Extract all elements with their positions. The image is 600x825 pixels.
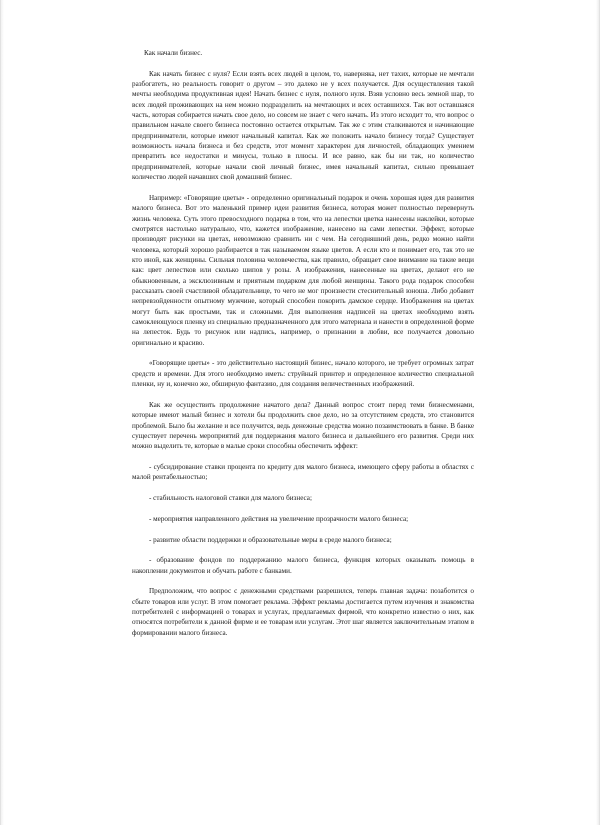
list-item: - образование фондов по поддержанию малого бизнеса, функция которых оказывать помощь в накоплении документов и обучать работе с банками.	[132, 556, 474, 575]
paragraph-intro: Как начать бизнес с нуля? Если взять всех людей в целом, то, наверняка, нет тахих, которые не мечтали разбогатеть, но реальность говорит о другом – это далеко не у всех получается. Для осуществления такой мечты необходима продуктивная идея! Начать бизнес с нуля, полного нуля. Взяв условно весь земной шар, то всех людей проживающих на нем можно подразделить на мечтающих и всех оставшихся. Так вот оставшаяся часть, которая собирается начать свое дело, но совсем не знает с чего начать. Из этого исходит то, что вопрос о правильном начале своего бизнеса постоянно остается открытым. Так же с этим сталкиваются и начинающие предприниматели, которые имеют начальный капитал. Как же положить начало бизнесу тогда? Существует возможность начала бизнеса и без средств, этот момент характерен для личностей, обладающих умением превратить все недостатки и минусы, только в плюсы. И все равно, как бы ни так, но количество предпринимателей, которые начали свой личный бизнес, имея начальный капитал, сильно превышает количество людей начавших свой домашний бизнес.	[132, 69, 474, 182]
document-title: Как начали бизнес.	[144, 49, 203, 57]
paragraph-flowers-business: «Говорящие цветы» - это действительно настоящий бизнес, начало которого, не требует огромных затрат средств и времени. Для этого необходимо иметь: струйный принтер и определенное количество специальной пленки, ну и, конечно же, обширную фантазию, для создания величественных изображений.	[132, 359, 474, 389]
document-text-body	[132, 48, 474, 638]
list-item: - развитие области поддержки и образовательные меры в среде малого бизнеса;	[149, 535, 392, 544]
list-item: - мероприятия направленного действия на увеличение прозрачности малого бизнеса;	[149, 514, 409, 523]
paragraph-continuation: Как же осуществить продолжение начатого дела? Данный вопрос стоит перед теми бизнесменами, которые имеют малый бизнес и хотели бы продолжить свое дело, но за отсутствием средств, это становится проблемой. Было бы желание и все получится, ведь денежные средства можно позаимствовать в банке. В банке существует перечень мероприятий для поддержания малого бизнеса и дальнейшего его развития. Среди них можно выделить те, которые в малые сроки способны обеспечить эффект:	[132, 400, 474, 451]
paragraph-talking-flowers: Например: «Говорящие цветы» - определенно оригинальный подарок и очень хорошая идея для развития малого бизнеса. Вот это маленький пример идеи развития бизнеса, которая может полностью перевернуть жизнь человека. Суть этого превосходного подарка в том, что на лепестки цветка нанесены наклейки, которые смотрятся настолько натурально, что, кажется изображение, нанесено на сами лепестки. Эффект, которые производят рисунки на цветах, невозможно сравнить ни с чем. На сегодняшний день, редко можно найти человека, который хорошо разбирается в так называемом языке цветов. А если кто и понимает его, так это не кто иной, как женщины. Сильная половина человечества, как правило, обращает свое внимание на такие вещи как: цвет лепестков или сколько шипов у розы. А изображения, нанесенные на цветах, делают его не обыкновенным, а эксклюзивным и приятным подарком для любой женщины. Такого рода подарок способен рассказать своей счастливой обладательнице, то чего не мог произнести стеснительный юноша. Либо добавит непревзойденности опытному мужчине, который способен покорить дамское сердце. Изображения на цветах могут быть как простыми, так и сложными. Для выполнения надписей на цветах необходимо взять самоклеющуюся пленку из специально предназначенного для этого материала и нанести в определенной форме на лепесток. Будь то рисунок или надпись, например, о признании в любви, все получается довольно оригинально и красиво.	[132, 193, 474, 347]
list-item: - субсидирование ставки процента по кредиту для малого бизнеса, имеющего сферу работы в областях с малой рентабельностью;	[132, 462, 474, 482]
page-edge-left	[1, 0, 4, 825]
paragraph-closing: Предположим, что вопрос с денежными средствами разрешился, теперь главная задача: позаботится о сбыте товаров или услуг. В этом помогает реклама. Эффект рекламы достигается путем изучения и знакомства потребителей с информацией о товарах и услугах, предлагаемых фирмой, что конкретно известно о них, как относятся потребители к данной фирме и ее товарам или услугам. Этот шаг является заключительным этапом в формировании малого бизнеса.	[132, 587, 474, 637]
list-item: - стабильность налоговой ставки для малого бизнеса;	[149, 494, 312, 503]
page-edge-right	[596, 0, 599, 825]
